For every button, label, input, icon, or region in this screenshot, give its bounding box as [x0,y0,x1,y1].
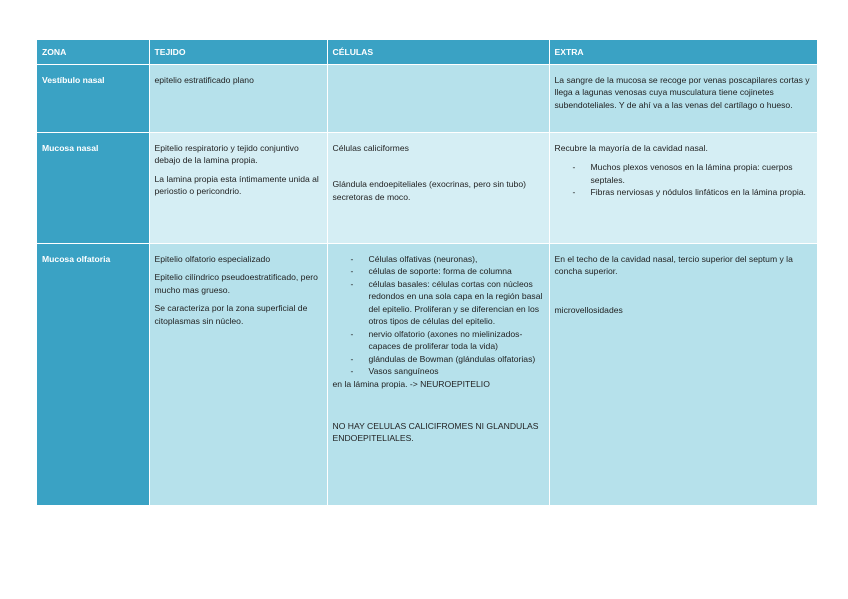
list-item: - Vasos sanguíneos [333,365,544,377]
list-item: - nervio olfatorio (axones no mielinizados- capaces de proliferar toda la vida) [333,328,544,353]
extra-cell [549,65,817,133]
celulas-cell [327,65,549,133]
list-item: - Células olfativas (neuronas), [333,253,544,265]
header-tejido: TEJIDO [149,40,327,65]
celulas-cell [327,133,549,244]
celulas-text: NO HAY CELULAS CALICIFROMES NI GLANDULAS ENDOEPITELIALES. [332,420,539,444]
tejido-text: Epitelio respiratorio y tejido conjuntivo debajo de la lamina propia. [154,143,299,166]
tejido-text: Epitelio olfatorio especializado [154,254,271,264]
table-row [37,244,817,506]
tejido-text: epitelio estratificado plano [154,75,254,85]
header-celulas: CÉLULAS [327,40,549,65]
list-item: - glándulas de Bowman (glándulas olfatorias) [333,353,544,365]
extra-cell [549,133,817,244]
list-item: - Muchos plexos venosos en la lámina propia: cuerpos septales. [555,161,812,186]
list-item: - Fibras nerviosas y nódulos linfáticos en la lámina propia. [555,186,812,198]
celulas-cell [327,244,549,506]
histology-table [37,40,818,505]
celulas-text: Glándula endoepiteliales (exocrinas, pero sin tubo) secretoras de moco. [332,179,526,202]
extra-cell [549,244,817,506]
tejido-text: Epitelio cilíndrico pseudoestratificado, pero mucho mas grueso. [154,272,318,295]
table-row [37,65,817,133]
extra-text: En el techo de la cavidad nasal, tercio superior del septum y la concha superior. [554,254,793,277]
extra-text: La sangre de la mucosa se recoge por venas poscapilares cortas y llega a lagunas venosas cuya musculatura tiene cojinetes subendoteliales. Y de ahí va a las venas del cartílago o hueso. [554,75,810,110]
tejido-text: La lamina propia esta íntimamente unida al periostio o pericondrio. [154,173,319,197]
zona-cell: Mucosa olfatoria [37,244,149,506]
header-row [37,40,817,65]
extra-list [555,161,812,198]
list-item: - células basales: células cortas con núcleos redondos en una sola capa en la región basal del epitelio. Proliferan y se diferencian en los otros tipos de células del epitelio. [333,278,544,328]
tejido-cell [149,65,327,133]
zona-cell: Mucosa nasal [37,133,149,244]
tejido-cell [149,244,327,506]
extra-text: microvellosidades [554,304,623,315]
celulas-text: Células caliciformes [332,143,409,153]
tejido-text: Se caracteriza por la zona superficial de citoplasmas sin núcleo. [154,303,308,326]
celulas-list [333,253,544,378]
header-zona: ZONA [37,40,149,65]
list-item: - células de soporte: forma de columna [333,265,544,277]
table-row [37,133,817,244]
extra-text: Recubre la mayoría de la cavidad nasal. [554,143,708,153]
zona-cell: Vestíbulo nasal [37,65,149,133]
tejido-cell [149,133,327,244]
header-extra: EXTRA [549,40,817,65]
celulas-text: en la lámina propia. -> NEUROEPITELIO [332,378,490,389]
